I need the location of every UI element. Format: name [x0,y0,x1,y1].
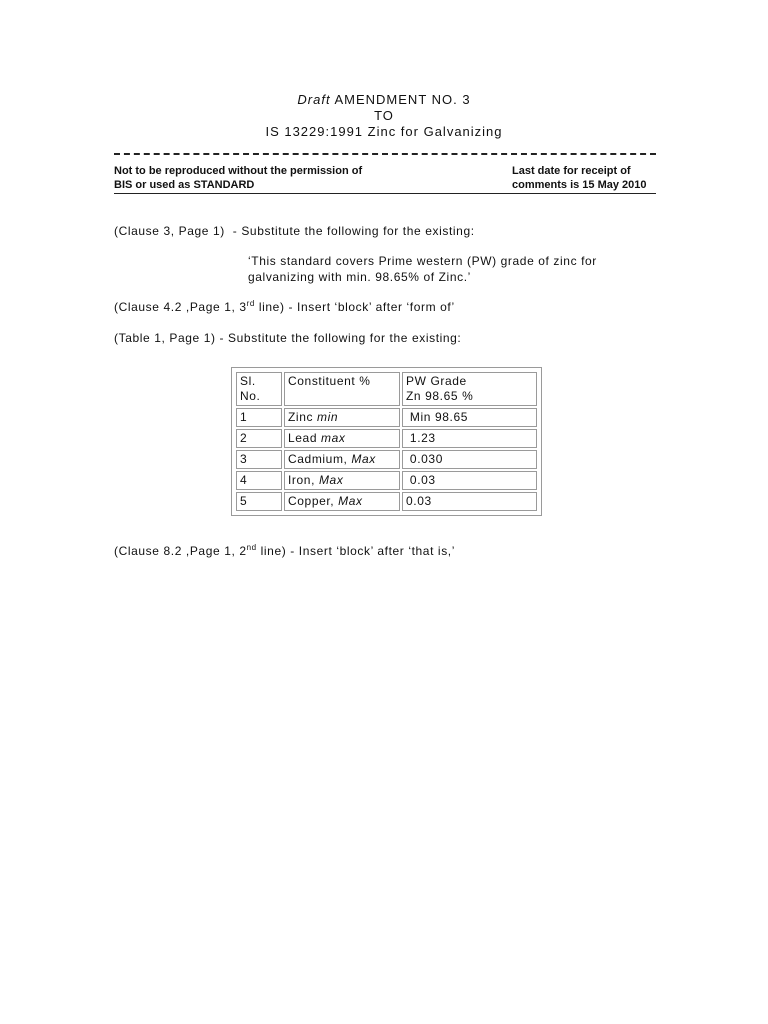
row-sl: 2 [236,429,282,448]
clause-4-2-suffix: line) - Insert ‘block’ after ‘form of’ [254,300,455,314]
table-1-intro: (Table 1, Page 1) - Substitute the following for the existing: [114,331,462,345]
row-sl: 5 [236,492,282,511]
table-row [236,492,537,511]
row-constituent [284,471,400,490]
table-row [236,450,537,469]
clause-3-quote-line-2: galvanizing with min. 98.65% of Zinc.’ [248,270,471,284]
table-header-row [236,372,537,406]
table-row [236,471,537,490]
reproduction-notice [114,164,362,192]
constituent-name: Copper, [288,494,339,508]
row-constituent [284,429,400,448]
draft-word: Draft [297,92,331,107]
clause-3-instruction: - Substitute the following for the existing: [232,224,475,238]
amendment-table [231,367,542,516]
row-constituent [284,408,400,427]
row-sl: 3 [236,450,282,469]
constituent-name: Zinc [288,410,318,424]
row-value: 1.23 [402,429,537,448]
row-constituent [284,450,400,469]
constituent-qualifier: Max [318,473,344,487]
header-constituent [284,372,400,406]
constituents-table [234,370,539,513]
row-value: 0.03 [402,471,537,490]
constituent-name: Lead [288,431,322,445]
header-no: No. [240,389,261,403]
constituent-qualifier: min [317,410,339,424]
standard-title: IS 13229:1991 Zinc for Galvanizing [265,124,503,139]
notice-right-line-2: comments is 15 May 2010 [512,179,647,191]
table-row [236,408,537,427]
row-value: 0.03 [402,492,537,511]
clause-3-quote-line-1: ‘This standard covers Prime western (PW) grade of zinc for [248,254,597,268]
comment-deadline [512,164,647,192]
constituent-name: Iron, [288,473,319,487]
notice-left-line-1: Not to be reproduced without the permission of [114,165,363,177]
row-sl: 4 [236,471,282,490]
header-zn-label: Zn 98.65 % [406,389,474,403]
constituent-qualifier: Max [351,452,376,466]
notice-right-line-1: Last date for receipt of [512,165,631,177]
header-sl-no [236,372,282,406]
header-constituent-label: Constituent % [288,374,371,388]
clause-4-2-prefix: (Clause 4.2 ,Page 1, 3 [114,300,247,314]
dashed-separator [114,153,656,161]
table-row [236,429,537,448]
clause-3-line [114,223,475,239]
header-pw-grade-label: PW Grade [406,374,467,388]
to-line: TO [374,108,394,123]
row-sl: 1 [236,408,282,427]
constituent-name: Cadmium, [288,452,352,466]
constituent-qualifier: max [321,431,346,445]
clause-8-2-prefix: (Clause 8.2 ,Page 1, 2 [114,544,247,558]
clause-4-2-sup: rd [246,299,255,308]
header-sl: Sl. [240,374,256,388]
header-rule [114,193,656,194]
notice-left-line-2: BIS or used as STANDARD [114,179,255,191]
amendment-number: AMENDMENT NO. 3 [334,92,471,107]
row-constituent [284,492,400,511]
clause-8-2-line [114,543,455,559]
clause-8-2-suffix: line) - Insert ‘block’ after ‘that is,’ [256,544,455,558]
row-value: 0.030 [402,450,537,469]
clause-4-2-line [114,299,455,315]
constituent-qualifier: Max [338,494,363,508]
header-pw-grade [402,372,537,406]
row-value: Min 98.65 [402,408,537,427]
clause-3-ref: (Clause 3, Page 1) [114,224,225,238]
clause-8-2-sup: nd [246,543,257,552]
